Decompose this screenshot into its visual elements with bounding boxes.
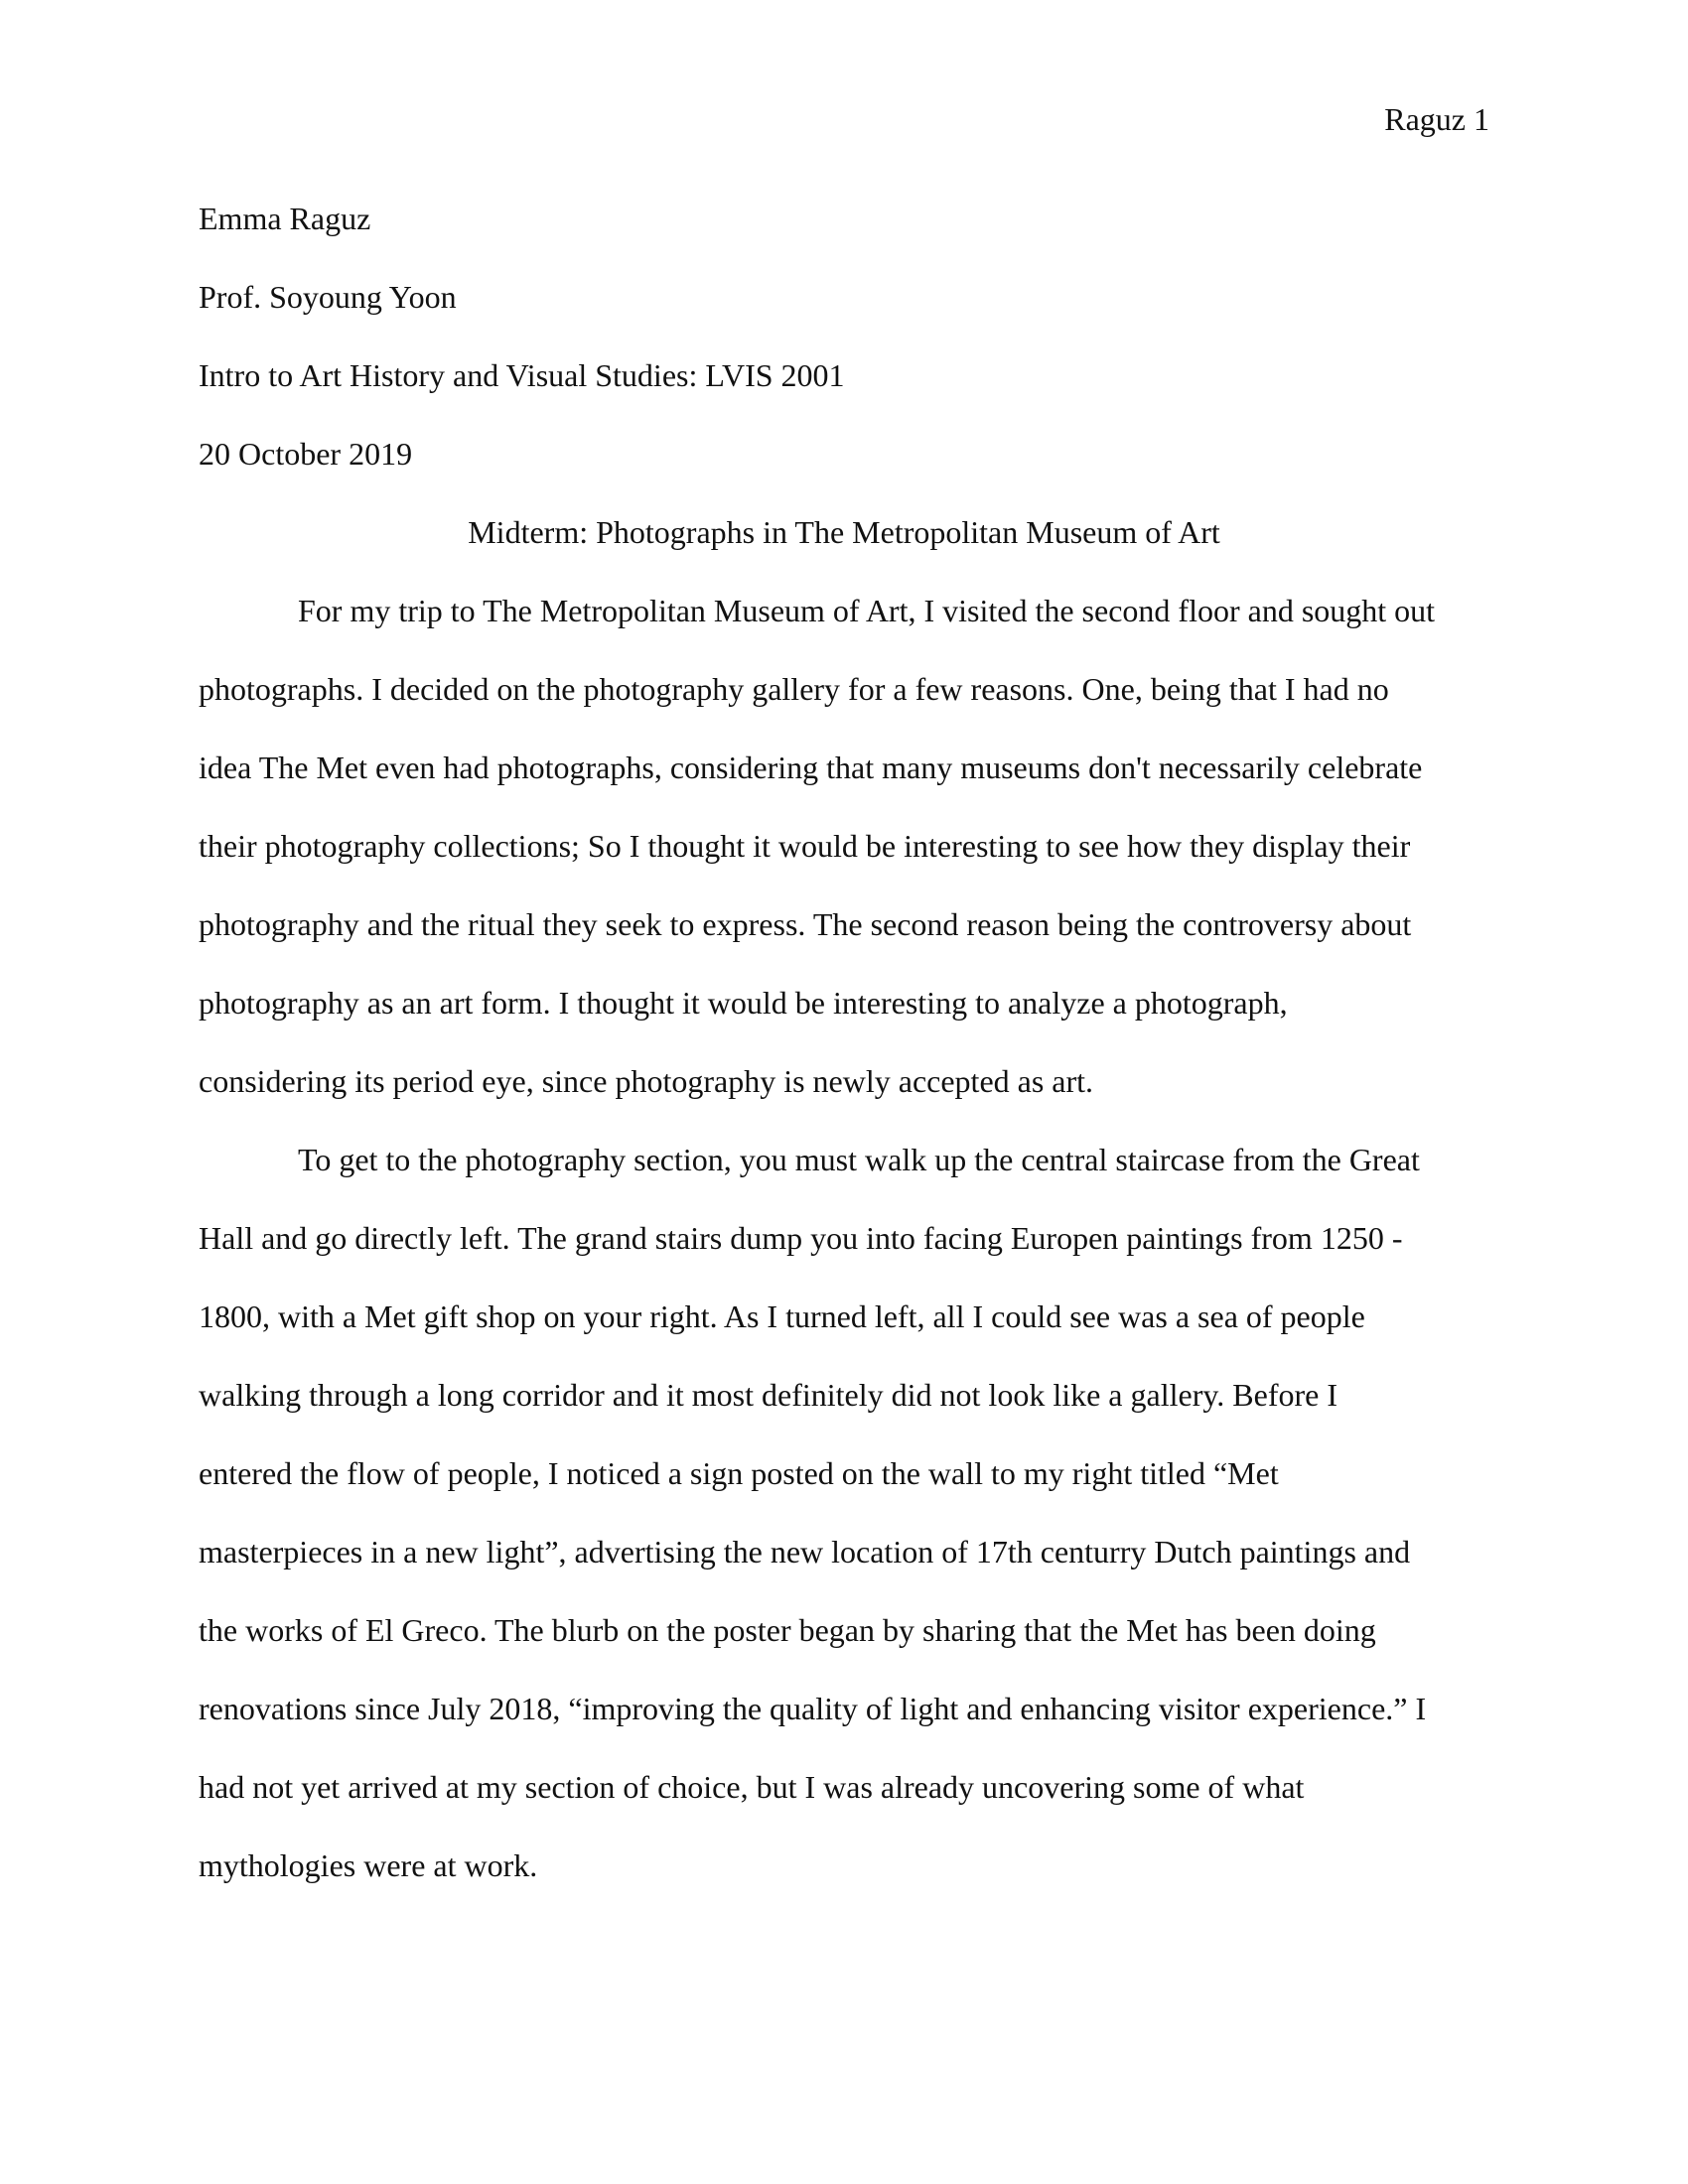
paragraph-line: Hall and go directly left. The grand stairs dump you into facing Europen paintings from 1250 - — [199, 1220, 1403, 1256]
paragraph-line: the works of El Greco. The blurb on the poster began by sharing that the Met has been doing — [199, 1612, 1376, 1648]
paragraph-line: For my trip to The Metropolitan Museum of Art, I visited the second floor and sought out — [298, 593, 1436, 628]
paragraph-line: walking through a long corridor and it most definitely did not look like a gallery. Before I — [199, 1377, 1337, 1413]
document-body — [199, 199, 1489, 1924]
paper-title: Midterm: Photographs in The Metropolitan Museum of Art — [468, 514, 1220, 550]
paragraph-line: photography as an art form. I thought it would be interesting to analyze a photograph, — [199, 985, 1288, 1021]
paper-date: 20 October 2019 — [199, 436, 413, 472]
student-name: Emma Raguz — [199, 201, 371, 236]
running-head: Raguz 1 — [1384, 101, 1489, 137]
paragraph-line: had not yet arrived at my section of choice, but I was already uncovering some of what — [199, 1769, 1305, 1805]
paragraph-1 — [199, 591, 1489, 1140]
paragraph-line: masterpieces in a new light”, advertising the new location of 17th centurry Dutch paintings and — [199, 1534, 1411, 1570]
paragraph-line: 1800, with a Met gift shop on your right. As I turned left, all I could see was a sea of people — [199, 1298, 1365, 1334]
paragraph-line: entered the flow of people, I noticed a sign posted on the wall to my right titled “Met — [199, 1455, 1279, 1491]
paragraph-line: To get to the photography section, you must walk up the central staircase from the Great — [298, 1142, 1420, 1177]
course-name: Intro to Art History and Visual Studies: LVIS 2001 — [199, 357, 845, 393]
professor-name: Prof. Soyoung Yoon — [199, 279, 457, 315]
paragraph-line: mythologies were at work. — [199, 1847, 538, 1883]
paragraph-line: idea The Met even had photographs, considering that many museums don't necessarily celebrate — [199, 750, 1423, 785]
paragraph-2 — [199, 1140, 1489, 1924]
paragraph-line: photographs. I decided on the photography gallery for a few reasons. One, being that I had no — [199, 671, 1389, 707]
paragraph-line: photography and the ritual they seek to express. The second reason being the controversy about — [199, 906, 1412, 942]
paragraph-line: their photography collections; So I thought it would be interesting to see how they display their — [199, 828, 1411, 864]
paragraph-line: renovations since July 2018, “improving the quality of light and enhancing visitor experience.” I — [199, 1691, 1427, 1726]
paragraph-line: considering its period eye, since photography is newly accepted as art. — [199, 1063, 1094, 1099]
